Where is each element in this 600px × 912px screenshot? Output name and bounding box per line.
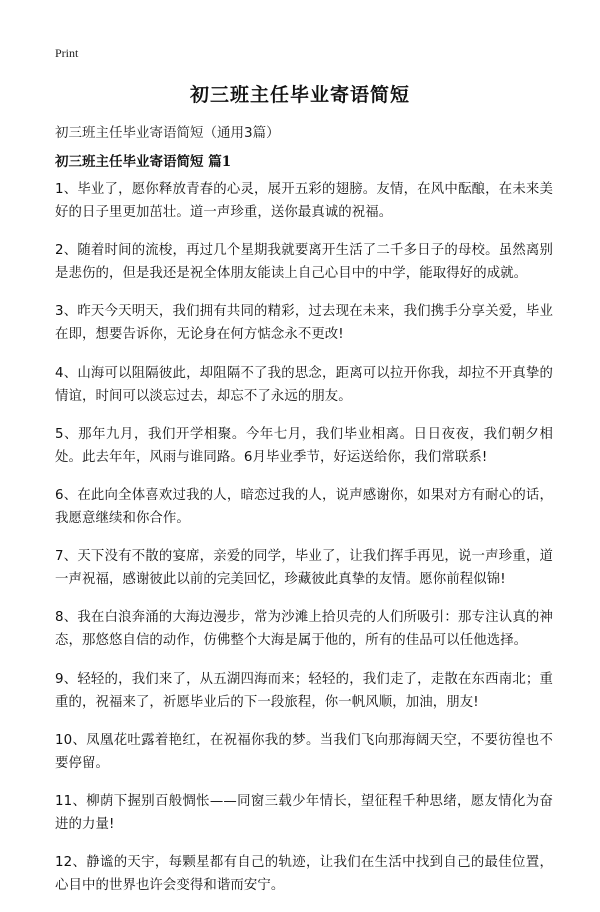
message-item-6: 6、在此向全体喜欢过我的人，暗恋过我的人，说声感谢你，如果对方有耐心的话，我愿意继续和你合作。 — [55, 487, 553, 526]
message-item-5: 5、那年九月，我们开学相聚。今年七月，我们毕业相离。日日夜夜，我们朝夕相处。此去年年，风雨与谁同路。6月毕业季节，好运送给你，我们常联系! — [55, 426, 553, 465]
message-item-8: 8、我在白浪奔涌的大海边漫步，常为沙滩上拾贝壳的人们所吸引：那专注认真的神态，那悠悠自信的动作，仿佛整个大海是属于他的，所有的佳品可以任他选择。 — [55, 610, 553, 649]
message-item-10: 10、凤凰花吐露着艳红，在祝福你我的梦。当我们飞向那海阔天空，不要彷徨也不要停留。 — [55, 732, 553, 771]
message-item-3: 3、昨天今天明天，我们拥有共同的精彩，过去现在未来，我们携手分享关爱，毕业在即，想要告诉你，无论身在何方惦念永不更改! — [55, 304, 553, 343]
message-item-1: 1、毕业了，愿你释放青春的心灵，展开五彩的翅膀。友情，在风中酝酿，在未来美好的日子里更加茁壮。道一声珍重，送你最真诚的祝福。 — [55, 182, 553, 220]
message-item-9: 9、轻轻的，我们来了，从五湖四海而来；轻轻的，我们走了，走散在东西南北；重重的，祝福来了，祈愿毕业后的下一段旅程，你一帆风顺，加油，朋友! — [55, 671, 553, 710]
message-item-11: 11、柳荫下握别百般惆怅——同窗三载少年情长，望征程千种思绪，愿友情化为奋进的力量! — [55, 793, 553, 832]
print-link[interactable]: Print — [55, 46, 79, 60]
message-item-4: 4、山海可以阻隔彼此，却阻隔不了我的思念，距离可以拉开你我，却拉不开真挚的情谊，时间可以淡忘过去，却忘不了永远的朋友。 — [55, 365, 553, 404]
message-item-7: 7、天下没有不散的宴席，亲爱的同学，毕业了，让我们挥手再见，说一声珍重，道一声祝福，感谢彼此以前的完美回忆，珍藏彼此真挚的友情。愿你前程似锦! — [55, 549, 553, 588]
page-subtitle: 初三班主任毕业寄语简短（通用3篇） — [55, 125, 280, 141]
section-heading: 初三班主任毕业寄语简短 篇1 — [55, 154, 232, 170]
message-item-2: 2、随着时间的流梭，再过几个星期我就要离开生活了二千多日子的母校。虽然离别是悲伤的，但是我还是祝全体朋友能读上自己心目中的中学，能取得好的成就。 — [55, 243, 553, 282]
message-item-12: 12、静谧的天宇，每颗星都有自己的轨迹，让我们在生活中找到自己的最佳位置，心目中的世界也许会变得和谐而安宁。 — [55, 855, 553, 894]
page-title: 初三班主任毕业寄语简短 — [189, 84, 410, 106]
message-list — [55, 178, 553, 912]
